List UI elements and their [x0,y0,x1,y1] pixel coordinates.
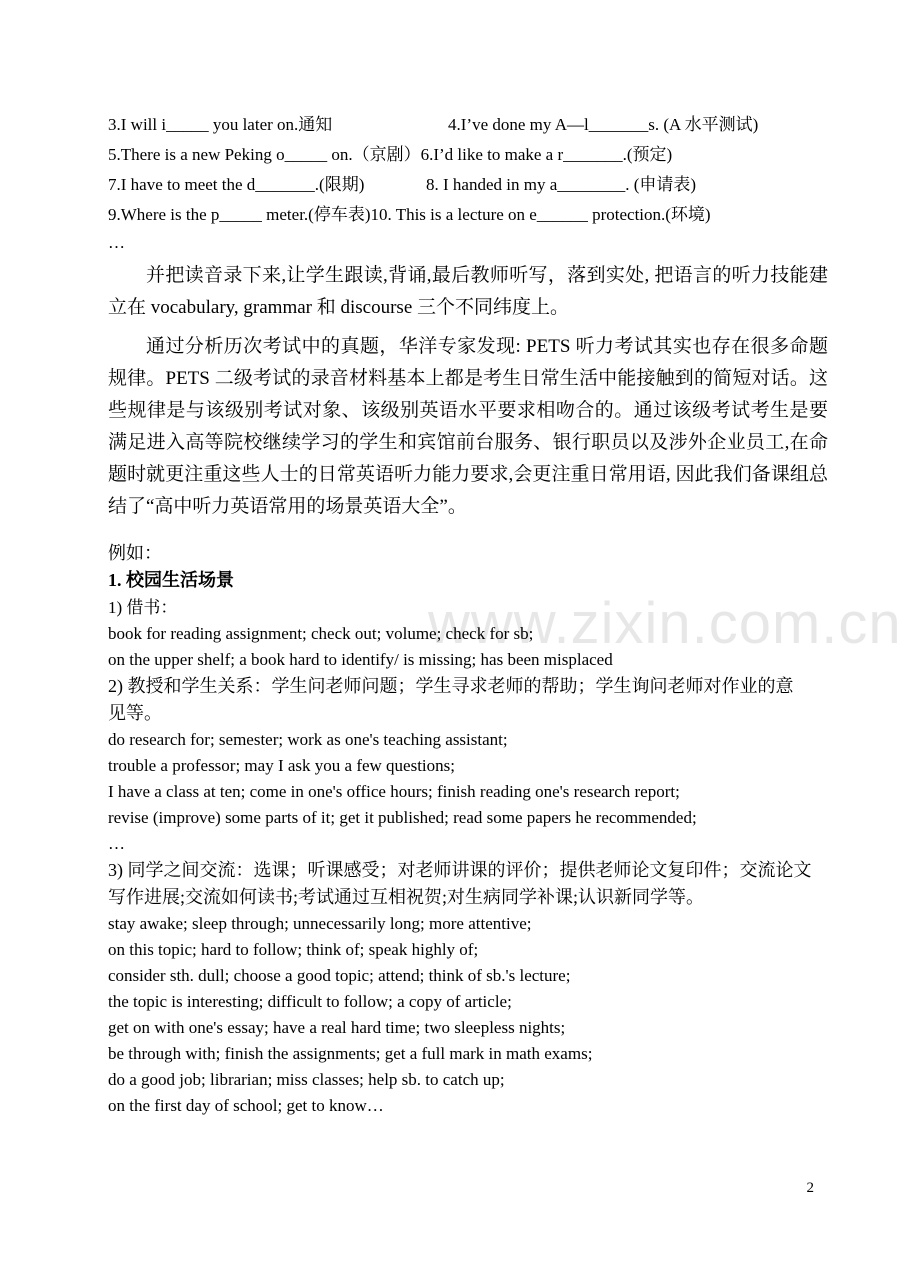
fill-in-item: 8. I handed in my a________. (申请表) [426,175,697,194]
fill-in-item: 3.I will i_____ you later on.通知 [108,115,333,134]
phrase-line: do research for; semester; work as one's teaching assistant; [108,730,508,749]
subsection-title: 3) 同学之间交流：选课；听课感受；对老师讲课的评价；提供老师论文复印件；交流论文写作进展;交流如何读书;考试通过互相祝贺;对生病同学补课;认识新同学等。 [108,860,812,907]
fill-in-line [108,202,828,228]
phrase-line: consider sth. dull; choose a good topic; attend; think of sb.'s lecture; [108,966,571,985]
phrase-line: on the upper shelf; a book hard to identify/ is missing; has been misplaced [108,650,613,669]
fill-in-item: 6.I’d like to make a r_______.(预定) [420,145,673,164]
fill-in-lines [108,112,828,256]
fill-in-line [108,112,828,138]
phrase-line: do a good job; librarian; miss classes; help sb. to catch up; [108,1070,505,1089]
fill-in-item: 7.I have to meet the d_______.(限期) [108,175,365,194]
phrase-line: on the first day of school; get to know… [108,1096,384,1115]
fill-in-item: 10. This is a lecture on e______ protection.(环境) [370,205,711,224]
fill-in-line [108,142,828,168]
phrase-line: book for reading assignment; check out; volume; check for sb; [108,624,534,643]
phrase-line: be through with; finish the assignments; get a full mark in math exams; [108,1044,593,1063]
subsection-title: 1) 借书： [108,598,178,617]
fill-in-item: 9.Where is the p_____ meter.(停车表) [108,205,371,224]
fill-in-item: 5.There is a new Peking o_____ on.（京剧） [108,145,421,164]
page-number: 2 [806,1180,814,1196]
watermark: www.zixin.com.cn [428,591,902,656]
phrase-line: trouble a professor; may I ask you a few questions; [108,756,455,775]
phrase-line: stay awake; sleep through; unnecessarily long; more attentive; [108,914,532,933]
subsection-title: 2) 教授和学生关系：学生问老师问题；学生寻求老师的帮助；学生询问老师对作业的意见等。 [108,676,794,723]
phrase-line: I have a class at ten; come in one's office hours; finish reading one's research report; [108,782,680,801]
phrase-line: on this topic; hard to follow; think of; speak highly of; [108,940,479,959]
phrase-line: … [108,834,125,853]
paragraph-pets-analysis: 通过分析历次考试中的真题，华洋专家发现: PETS 听力考试其实也存在很多命题规律。PETS 二级考试的录音材料基本上都是考生日常生活中能接触到的简短对话。这些规律是与该级别考试对象、该级别英语水平要求相吻合的。通过该级考试考生是要满足进入高等院校继续学习的学生和宾馆前台服务、银行职员以及涉外企业员工,在命题时就更注重这些人士的日常英语听力能力要求,会更注重日常用语, 因此我们备课组总结了“高中听力英语常用的场景英语大全”。 [108,336,828,517]
section-heading: 1. 校园生活场景 [108,570,234,590]
fill-in-line [108,172,828,198]
example-label: 例如： [108,543,162,563]
ellipsis: … [108,233,125,252]
phrase-line: get on with one's essay; have a real hard time; two sleepless nights; [108,1018,566,1037]
phrase-line: the topic is interesting; difficult to follow; a copy of article; [108,992,512,1011]
phrase-line: revise (improve) some parts of it; get it published; read some papers he recommended; [108,808,697,827]
fill-in-item: 4.I’ve done my A—l_______s. (A 水平测试) [448,115,759,134]
paragraph-recording: 并把读音录下来,让学生跟读,背诵,最后教师听写，落到实处, 把语言的听力技能建立在 vocabulary, grammar 和 discourse 三个不同纬度上。 [108,265,828,318]
